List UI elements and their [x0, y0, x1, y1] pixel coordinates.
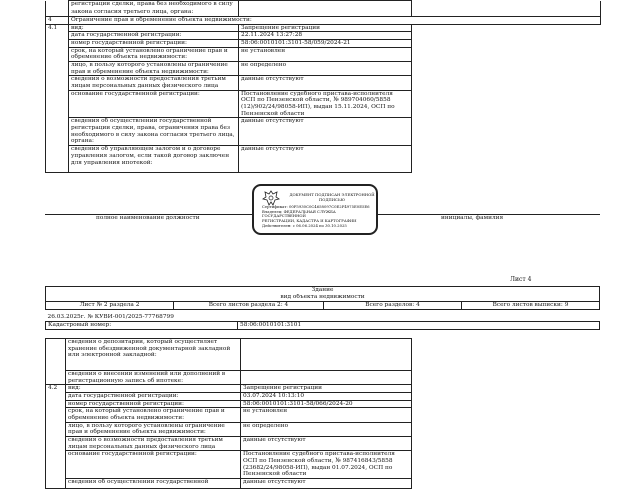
- row-value: 58:06:0010101:3101-58/066/2024-20: [241, 400, 412, 408]
- encumbrances-table-bottom: [45, 338, 600, 489]
- total-sections: Всего разделов: 4: [324, 302, 462, 310]
- row-label: лицо, в пользу которого установлены ограничение прав и обременение объекта недвижимости:: [69, 62, 239, 76]
- electronic-signature-stamp: [252, 184, 378, 235]
- row-label: номер государственной регистрации:: [66, 400, 241, 408]
- cadastral-number-label: Кадастровый номер:: [46, 322, 238, 330]
- row-value: данные отсутствуют: [241, 436, 412, 450]
- row-value: данные отсутствуют: [239, 118, 412, 146]
- row-value: 22.11.2024 13:27:28: [239, 32, 412, 40]
- stamp-owner-cont: РЕГИСТРАЦИИ, КАДАСТРА И КАРТОГРАФИИ: [262, 218, 357, 224]
- sheet-number: Лист 4: [510, 276, 532, 283]
- stamp-title: ДОКУМЕНТ ПОДПИСАН ЭЛЕКТРОННОЙ ПОДПИСЬЮ: [289, 192, 375, 202]
- row-label: дата государственной регистрации:: [69, 32, 239, 40]
- stamp-validity: Действителен: с 06.06.2024 по 30.10.2025: [262, 222, 347, 228]
- subsection-number: 4.2: [46, 385, 66, 489]
- total-extract-sheets: Всего листов выписки: 9: [462, 302, 600, 310]
- row-value: 58:06:0010101:3101-58/059/2024-21: [239, 40, 412, 48]
- row-value: Запрещение регистрации: [239, 24, 412, 32]
- section-number: 4: [46, 17, 69, 25]
- row-label: вид:: [69, 24, 239, 32]
- mortgage-changes-label: сведения о внесении изменений или дополнений в регистрационную запись об ипотеке:: [66, 371, 241, 385]
- row-label: вид:: [66, 385, 241, 393]
- object-type-caption: вид объекта недвижимости: [46, 294, 600, 302]
- cadastral-number-value: 58:06:0010101:3101: [238, 322, 600, 330]
- row-value: Постановление судебного пристава-исполнителя ОСП по Пензенской области, № 987416843/5858 (23682/24/98058-ИП), выдан 01.07.2024, ОСП по Пензенской области: [241, 451, 412, 479]
- position-caption: полное наименование должности: [96, 215, 200, 221]
- total-section-sheets: Всего листов раздела 2: 4: [174, 302, 324, 310]
- sheet-of-section: Лист № 2 раздела 2: [46, 302, 174, 310]
- row-label: сведения о возможности предоставления третьим лицам персональных данных физического лица: [69, 76, 239, 90]
- extract-header: [45, 286, 600, 310]
- row-label: основание государственной регистрации:: [69, 90, 239, 118]
- row-value: не установлен: [239, 47, 412, 61]
- depositary-label: сведения о депозитарии, который осуществляет хранение обездвиженной документарной закладной или электронной закладной:: [66, 339, 241, 371]
- row-label: основание государственной регистрации:: [66, 451, 241, 479]
- row-value: 03.07.2024 10:13:10: [241, 392, 412, 400]
- row-value: данные отсутствуют: [241, 478, 412, 488]
- encumbrances-table-top: [45, 0, 601, 173]
- row-label: сведения об осуществлении государственной: [66, 478, 241, 488]
- stamp-certificate: Сертификат: 00F5930C0C4658097C0E2F4975E0E5E6: [262, 204, 370, 209]
- row-label: сведения об управляющем залогом и о договоре управления залогом, если такой договор заключен для управления ипотекой:: [69, 146, 239, 173]
- row-label: срок, на который установлено ограничение прав и обременение объекта недвижимости:: [66, 408, 241, 422]
- row-label: номер государственной регистрации:: [69, 40, 239, 48]
- subsection-number: 4.1: [46, 24, 69, 173]
- extract-meta: [45, 314, 600, 330]
- continuation-label: регистрации сделки, права без необходимого в силу закона согласия третьего лица, органа:: [69, 1, 239, 17]
- row-label: дата государственной регистрации:: [66, 392, 241, 400]
- row-label: сведения о возможности предоставления третьим лицам персональных данных физического лица: [66, 436, 241, 450]
- row-value: не определено: [239, 62, 412, 76]
- row-value: данные отсутствуют: [239, 146, 412, 173]
- name-caption: инициалы, фамилия: [441, 215, 504, 221]
- object-type: Здание: [46, 287, 600, 295]
- extract-date-number: 26.03.2025г. № КУВИ-001/2025-77768799: [47, 314, 174, 320]
- stamp-owner: Владелец: ФЕДЕРАЛЬНАЯ СЛУЖБА ГОСУДАРСТВЕННОЙ: [262, 208, 336, 219]
- row-value: Постановление судебного пристава-исполнителя ОСП по Пензенской области, № 989704060/5858 (12)/902/24/98058-ИП), выдан 15.11.2024, ОСП по Пензенской области: [239, 90, 412, 118]
- section-title: Ограничение прав и обременение объекта недвижимости:: [69, 17, 601, 25]
- row-value: данные отсутствуют: [239, 76, 412, 90]
- row-label: лицо, в пользу которого установлены ограничение прав и обременение объекта недвижимости:: [66, 422, 241, 436]
- row-label: сведения об осуществлении государственной регистрации сделки, права, ограничения права без необходимого в силу закона согласия третьего лица, органа:: [69, 118, 239, 146]
- row-value: не определено: [241, 422, 412, 436]
- row-value: Запрещение регистрации: [241, 385, 412, 393]
- row-value: не установлен: [241, 408, 412, 422]
- row-label: срок, на который установлено ограничение прав и обременение объекта недвижимости:: [69, 47, 239, 61]
